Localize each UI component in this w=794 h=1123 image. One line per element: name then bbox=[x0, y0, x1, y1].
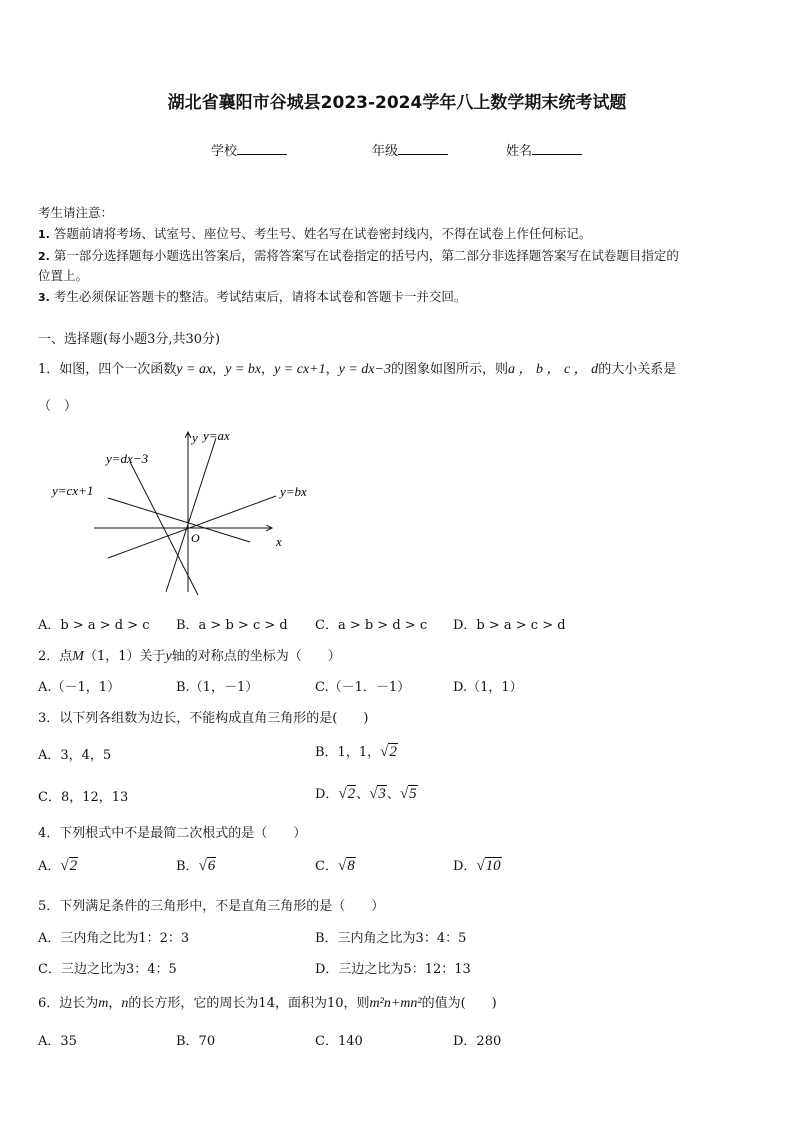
q6-option-d[interactable]: D．280 bbox=[453, 1034, 502, 1049]
q5-option-d[interactable]: D．三边之比为5：12：13 bbox=[315, 962, 471, 977]
q3-option-a[interactable]: A．3，4，5 bbox=[38, 748, 112, 763]
q3-option-d[interactable]: D．√2、√3、√5 bbox=[315, 786, 417, 802]
q2-option-d[interactable]: D.（1，1） bbox=[453, 680, 523, 695]
grade-label: 年级 bbox=[372, 144, 399, 159]
question-6-stem: 6．边长为m，n的长方形，它的周长为14，面积为10，则m²n+mn²的值为( ) bbox=[38, 996, 497, 1011]
axis-x-label: x bbox=[276, 534, 282, 549]
label-y-ax: y=ax bbox=[203, 428, 230, 443]
q1-option-a[interactable]: A．b > a > d > c bbox=[38, 618, 150, 633]
school-label: 学校 bbox=[211, 144, 238, 159]
q3-option-c[interactable]: C．8，12，13 bbox=[38, 790, 129, 805]
question-1-stem: 1．如图，四个一次函数y = ax，y = bx，y = cx+1，y = dx−3的图象如图所示，则a ， b ， c ， d的大小关系是 bbox=[38, 362, 677, 377]
q2-option-a[interactable]: A.（－1，1） bbox=[38, 680, 121, 695]
notice-item: 位置上。 bbox=[38, 268, 89, 283]
q6-option-c[interactable]: C．140 bbox=[315, 1034, 363, 1049]
label-y-cx: y=cx+1 bbox=[52, 483, 94, 498]
line-cx bbox=[108, 498, 250, 542]
school-field[interactable] bbox=[211, 140, 287, 159]
question-1-answer-paren: （ ） bbox=[38, 399, 78, 414]
q1-option-d[interactable]: D．b > a > c > d bbox=[453, 618, 566, 633]
grade-field[interactable] bbox=[372, 140, 448, 159]
notice-item: 2. 第一部分选择题每小题选出答案后，需将答案写在试卷指定的括号内，第二部分非选择题答案写在试卷题目指定的 bbox=[38, 248, 679, 263]
q5-option-b[interactable]: B．三内角之比为3：4：5 bbox=[315, 931, 467, 946]
label-y-dx: y=dx−3 bbox=[106, 451, 149, 466]
q6-option-a[interactable]: A．35 bbox=[38, 1034, 77, 1049]
q1-option-c[interactable]: C．a > b > d > c bbox=[315, 618, 428, 633]
label-y-bx: y=bx bbox=[280, 484, 307, 499]
paper-title: 湖北省襄阳市谷城县2023-2024学年八上数学期末统考试题 bbox=[167, 93, 627, 113]
q4-option-c[interactable]: C．√8 bbox=[315, 858, 355, 874]
name-field[interactable] bbox=[506, 140, 582, 159]
q2-option-c[interactable]: C.（－1．－1） bbox=[315, 680, 411, 695]
notice-item: 1. 答题前请将考场、试室号、座位号、考生号、姓名写在试卷密封线内，不得在试卷上作任何标记。 bbox=[38, 226, 592, 241]
q1-function-graph bbox=[40, 420, 330, 600]
question-5-stem: 5．下列满足条件的三角形中，不是直角三角形的是（ ） bbox=[38, 899, 385, 914]
line-ax bbox=[166, 438, 216, 592]
origin-label: O bbox=[191, 531, 200, 545]
q1-option-b[interactable]: B．a > b > c > d bbox=[176, 618, 288, 633]
q2-option-b[interactable]: B.（1，－1） bbox=[176, 680, 259, 695]
q3-option-b[interactable]: B．1，1，√2 bbox=[315, 744, 397, 760]
q4-option-b[interactable]: B．√6 bbox=[176, 858, 216, 874]
q5-option-a[interactable]: A．三内角之比为1：2：3 bbox=[38, 931, 190, 946]
q4-option-a[interactable]: A．√2 bbox=[38, 858, 78, 874]
question-4-stem: 4．下列根式中不是最简二次根式的是（ ） bbox=[38, 826, 307, 841]
section-heading: 一、选择题(每小题3分,共30分) bbox=[38, 332, 221, 347]
q5-option-c[interactable]: C．三边之比为3：4：5 bbox=[38, 962, 177, 977]
axis-y-label: y bbox=[192, 430, 198, 445]
q4-option-d[interactable]: D．√10 bbox=[453, 858, 501, 874]
question-3-stem: 3．以下列各组数为边长，不能构成直角三角形的是( ) bbox=[38, 711, 369, 726]
name-blank[interactable] bbox=[532, 142, 582, 155]
grade-blank[interactable] bbox=[398, 142, 448, 155]
name-label: 姓名 bbox=[506, 144, 533, 159]
notice-heading: 考生请注意： bbox=[38, 205, 114, 220]
question-2-stem: 2．点M（1，1）关于y轴的对称点的坐标为（ ） bbox=[38, 649, 341, 664]
q6-option-b[interactable]: B．70 bbox=[176, 1034, 216, 1049]
notice-item: 3. 考生必须保证答题卡的整洁。考试结束后，请将本试卷和答题卡一并交回。 bbox=[38, 289, 467, 304]
school-blank[interactable] bbox=[237, 142, 287, 155]
